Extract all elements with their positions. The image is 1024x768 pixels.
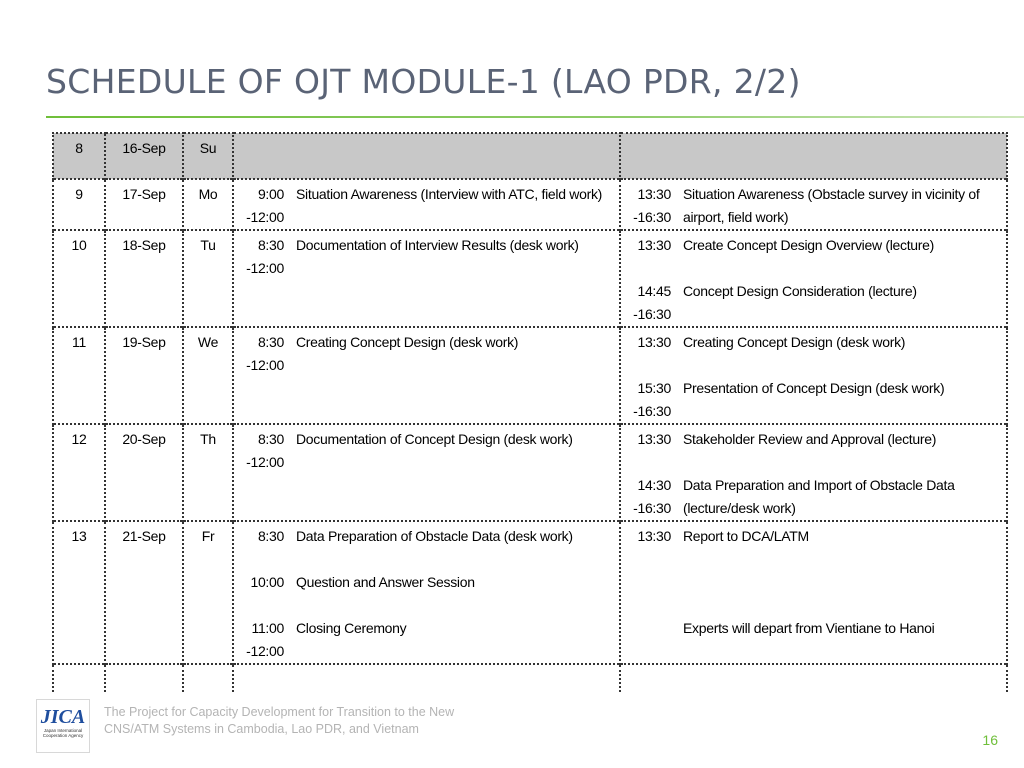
schedule-table xyxy=(52,132,1008,692)
entry-time: 8:30 xyxy=(257,528,284,544)
entry-activity: Situation Awareness (Obstacle survey in vicinity of airport, field work) xyxy=(683,186,980,225)
entry-time: 13:30 xyxy=(637,237,671,253)
afternoon-slot xyxy=(620,230,1007,327)
entry-time: 13:30 xyxy=(637,334,671,350)
schedule-entry xyxy=(234,428,619,474)
entry-time: 8:30 -12:00 xyxy=(246,334,284,373)
entry-activity: Create Concept Design Overview (lecture) xyxy=(683,237,934,253)
entry-activity: Closing Ceremony xyxy=(296,620,407,636)
entry-activity: Situation Awareness (Interview with ATC, field work) xyxy=(296,186,603,202)
day-number: 9 xyxy=(53,179,105,230)
entry-time: 11:00 -12:00 xyxy=(246,620,284,659)
day-date: 17-Sep xyxy=(105,179,183,230)
entry-activity: Question and Answer Session xyxy=(296,574,475,590)
afternoon-slot xyxy=(620,133,1007,179)
schedule-entry xyxy=(621,183,1006,229)
day-date: 18-Sep xyxy=(105,230,183,327)
schedule-entry xyxy=(234,571,619,617)
day-of-week: Mo xyxy=(183,179,233,230)
entry-time: 10:00 xyxy=(250,574,284,590)
jica-logo xyxy=(36,699,90,753)
jica-logo-subtext: Japan International Cooperation Agency xyxy=(42,728,84,738)
schedule-entry xyxy=(234,183,619,229)
entry-activity: Presentation of Concept Design (desk work) xyxy=(683,380,945,396)
schedule-row xyxy=(53,230,1007,327)
entry-activity: Documentation of Interview Results (desk work) xyxy=(296,237,579,253)
day-of-week: Tu xyxy=(183,230,233,327)
day-date: 20-Sep xyxy=(105,424,183,521)
morning-slot xyxy=(233,133,620,179)
day-date: 16-Sep xyxy=(105,133,183,179)
page-number: 16 xyxy=(982,732,998,748)
entry-time xyxy=(621,571,683,617)
schedule-entry xyxy=(234,234,619,280)
title-underline xyxy=(46,116,1024,118)
schedule-entry xyxy=(234,331,619,377)
day-number: 10 xyxy=(53,230,105,327)
schedule-entry xyxy=(234,525,619,571)
entry-activity: Creating Concept Design (desk work) xyxy=(683,334,906,350)
footer-project-name: The Project for Capacity Development for Transition to the New CNS/ATM Systems in Cambodia, Lao PDR, and Vietnam xyxy=(104,705,455,736)
schedule-entry xyxy=(621,234,1006,280)
entry-time: 13:30 xyxy=(637,431,671,447)
entry-time: 13:30 xyxy=(637,528,671,544)
day-of-week: Fr xyxy=(183,521,233,664)
schedule-entry xyxy=(621,280,1006,326)
morning-slot xyxy=(233,327,620,424)
afternoon-slot xyxy=(620,521,1007,664)
entry-activity: Data Preparation and Import of Obstacle Data (lecture/desk work) xyxy=(683,477,955,516)
day-number: 13 xyxy=(53,521,105,664)
day-date: 21-Sep xyxy=(105,521,183,664)
empty-cell xyxy=(233,664,620,692)
entry-activity: Concept Design Consideration (lecture) xyxy=(683,283,917,299)
entry-time: 9:00 -12:00 xyxy=(246,186,284,225)
schedule-row xyxy=(53,327,1007,424)
schedule-entry xyxy=(621,525,1006,571)
entry-time: 15:30 -16:30 xyxy=(633,380,671,419)
day-number: 8 xyxy=(53,133,105,179)
jica-logo-mark: JICA xyxy=(40,706,86,728)
entry-activity: Report to DCA/LATM xyxy=(683,528,809,544)
schedule-entry xyxy=(621,474,1006,520)
schedule-entry xyxy=(621,617,1006,663)
morning-slot xyxy=(233,521,620,664)
day-number: 12 xyxy=(53,424,105,521)
schedule-entry xyxy=(621,377,1006,423)
entry-time: 8:30 -12:00 xyxy=(246,431,284,470)
entry-activity: Experts will depart from Vientiane to Hanoi xyxy=(683,620,935,636)
entry-activity: Creating Concept Design (desk work) xyxy=(296,334,519,350)
schedule-row-empty xyxy=(53,664,1007,692)
schedule-row xyxy=(53,179,1007,230)
morning-slot xyxy=(233,179,620,230)
entry-time xyxy=(621,617,683,663)
day-of-week: Su xyxy=(183,133,233,179)
afternoon-slot xyxy=(620,424,1007,521)
morning-slot xyxy=(233,230,620,327)
empty-cell xyxy=(105,664,183,692)
afternoon-slot xyxy=(620,327,1007,424)
schedule-entry xyxy=(234,617,619,663)
schedule-row xyxy=(53,521,1007,664)
entry-time: 14:30 -16:30 xyxy=(633,477,671,516)
afternoon-slot xyxy=(620,179,1007,230)
entry-time: 13:30 -16:30 xyxy=(633,186,671,225)
day-date: 19-Sep xyxy=(105,327,183,424)
entry-activity: Data Preparation of Obstacle Data (desk work) xyxy=(296,528,573,544)
morning-slot xyxy=(233,424,620,521)
empty-cell xyxy=(53,664,105,692)
entry-activity: Stakeholder Review and Approval (lecture) xyxy=(683,431,937,447)
day-of-week: We xyxy=(183,327,233,424)
entry-time: 8:30 -12:00 xyxy=(246,237,284,276)
schedule-body xyxy=(53,133,1007,692)
entry-activity: Documentation of Concept Design (desk work) xyxy=(296,431,573,447)
entry-time: 14:45 -16:30 xyxy=(633,283,671,322)
empty-cell xyxy=(620,664,1007,692)
schedule-row xyxy=(53,133,1007,179)
schedule-entry xyxy=(621,331,1006,377)
schedule-entry xyxy=(621,428,1006,474)
schedule-row xyxy=(53,424,1007,521)
entry-activity xyxy=(683,571,1006,617)
schedule-entry xyxy=(621,571,1006,617)
slide-title: SCHEDULE OF OJT MODULE-1 (LAO PDR, 2/2) xyxy=(46,62,801,101)
day-number: 11 xyxy=(53,327,105,424)
day-of-week: Th xyxy=(183,424,233,521)
empty-cell xyxy=(183,664,233,692)
